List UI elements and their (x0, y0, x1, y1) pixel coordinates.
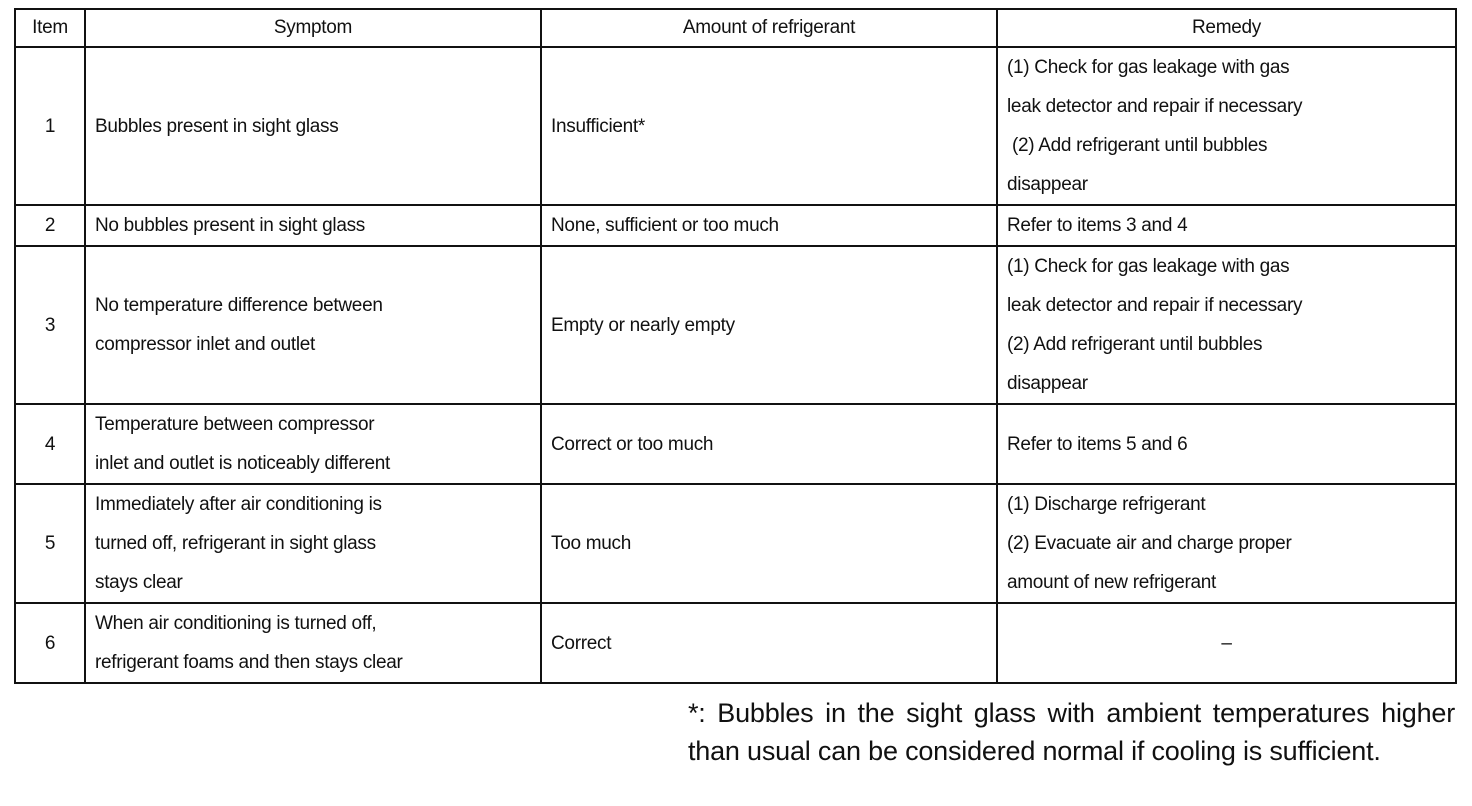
remedy-line: Refer to items 3 and 4 (1007, 215, 1188, 236)
table-row (15, 484, 1456, 603)
remedy-line: – (1221, 632, 1232, 654)
remedy-line: amount of new refrigerant (1007, 572, 1217, 593)
header-remedy: Remedy (997, 9, 1456, 47)
symptom-cell (85, 603, 541, 683)
remedy-line: (1) Discharge refrigerant (1007, 494, 1206, 515)
symptom-line: compressor inlet and outlet (95, 334, 316, 355)
symptom-line: No bubbles present in sight glass (95, 215, 365, 236)
refrigerant-diagnosis-table (14, 8, 1457, 684)
symptom-cell (85, 205, 541, 246)
amount-cell: Correct or too much (541, 404, 997, 484)
remedy-cell (997, 246, 1456, 404)
header-item: Item (15, 9, 85, 47)
table-row (15, 603, 1456, 683)
remedy-cell (997, 484, 1456, 603)
item-number: 1 (15, 47, 85, 205)
symptom-line: inlet and outlet is noticeably different (95, 453, 391, 474)
remedy-line: disappear (1007, 373, 1088, 394)
header-amount: Amount of refrigerant (541, 9, 997, 47)
amount-cell: Correct (541, 603, 997, 683)
remedy-line: (2) Add refrigerant until bubbles (1007, 334, 1263, 355)
remedy-line: (1) Check for gas leakage with gas (1007, 256, 1290, 277)
remedy-cell (997, 603, 1456, 683)
remedy-line: leak detector and repair if necessary (1007, 96, 1303, 117)
item-number: 4 (15, 404, 85, 484)
symptom-line: Bubbles present in sight glass (95, 115, 339, 137)
footnote: *: Bubbles in the sight glass with ambient temperatures higher than usual can be considered normal if cooling is sufficient. (688, 698, 1455, 766)
amount-cell: Empty or nearly empty (541, 246, 997, 404)
symptom-line: No temperature difference between (95, 295, 383, 316)
table-row (15, 404, 1456, 484)
remedy-line: (2) Evacuate air and charge proper (1007, 533, 1292, 554)
symptom-cell (85, 404, 541, 484)
item-number: 6 (15, 603, 85, 683)
item-number: 3 (15, 246, 85, 404)
header-symptom: Symptom (85, 9, 541, 47)
symptom-cell (85, 246, 541, 404)
symptom-line: stays clear (95, 572, 183, 593)
symptom-cell (85, 484, 541, 603)
symptom-line: Immediately after air conditioning is (95, 494, 382, 515)
amount-cell: None, sufficient or too much (541, 205, 997, 246)
remedy-cell (997, 47, 1456, 205)
symptom-line: turned off, refrigerant in sight glass (95, 533, 376, 554)
table-row (15, 47, 1456, 205)
symptom-cell (85, 47, 541, 205)
remedy-line: disappear (1007, 174, 1088, 195)
remedy-cell (997, 404, 1456, 484)
table-header-row (15, 9, 1456, 47)
remedy-line: (1) Check for gas leakage with gas (1007, 57, 1290, 78)
amount-cell: Insufficient* (541, 47, 997, 205)
symptom-line: When air conditioning is turned off, (95, 613, 377, 634)
remedy-cell (997, 205, 1456, 246)
item-number: 5 (15, 484, 85, 603)
symptom-line: Temperature between compressor (95, 414, 375, 435)
table-row (15, 246, 1456, 404)
remedy-line: leak detector and repair if necessary (1007, 295, 1303, 316)
remedy-line: (2) Add refrigerant until bubbles (1007, 135, 1268, 156)
table-row (15, 205, 1456, 246)
amount-cell: Too much (541, 484, 997, 603)
remedy-line: Refer to items 5 and 6 (1007, 433, 1188, 455)
symptom-line: refrigerant foams and then stays clear (95, 652, 403, 673)
item-number: 2 (15, 205, 85, 246)
